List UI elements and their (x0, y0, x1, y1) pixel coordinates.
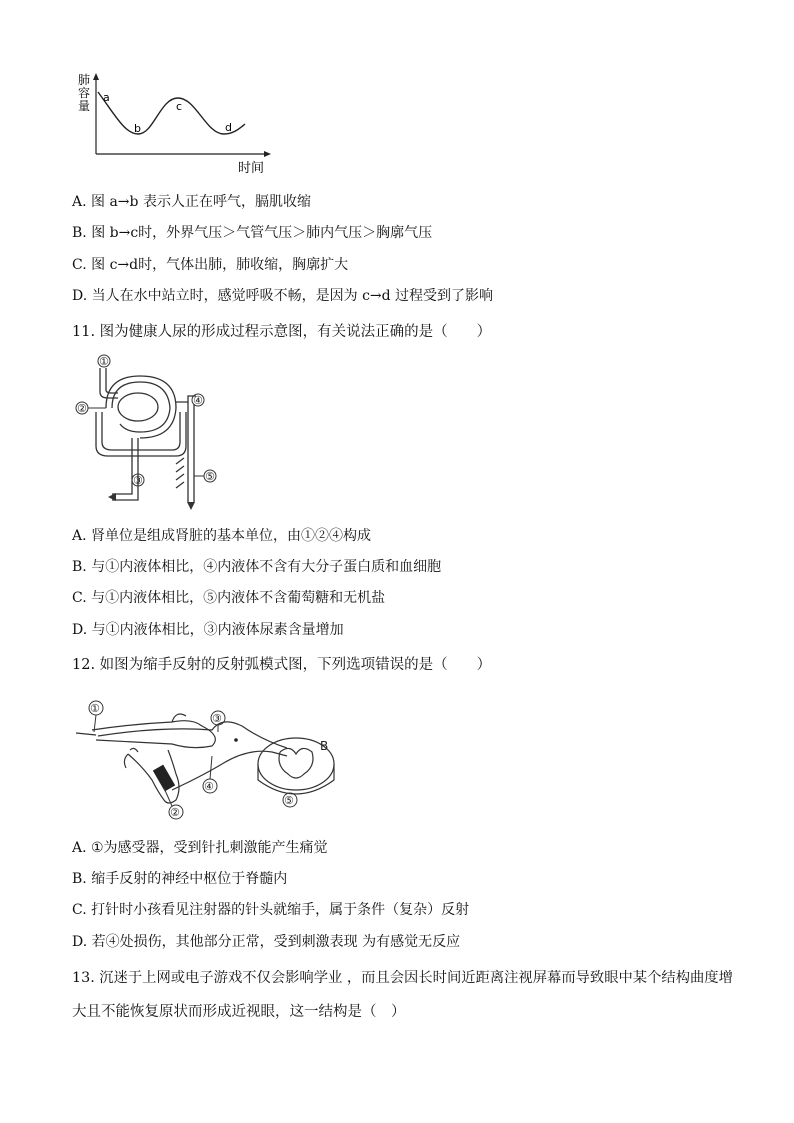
lung-volume-curve (98, 92, 245, 134)
grey-matter (279, 748, 313, 778)
label-4: ④ (193, 394, 203, 407)
lung-volume-figure (70, 70, 280, 180)
xlabel-time: 时间 (238, 161, 265, 176)
label-4: ④ (204, 780, 214, 793)
x-axis-arrow (264, 151, 271, 157)
point-d-label: d (225, 121, 232, 134)
label-2: ② (170, 806, 180, 819)
vein-vessel (112, 438, 138, 500)
q10-option-b: B. 图 b→c时，外界气压＞气管气压＞肺内气压＞胸廓气压 (72, 225, 433, 241)
nephron-figure (72, 352, 222, 514)
reflex-arc-svg (72, 696, 362, 821)
q11-option-d: D. 与①内液体相比，③内液体尿素含量增加 (72, 622, 344, 638)
label-3: ③ (212, 712, 222, 725)
ylabel-char-1: 肺 (78, 73, 91, 87)
q11-option-a: A. 肾单位是组成肾脏的基本单位，由①②④构成 (72, 528, 372, 544)
q11-option-c: C. 与①内液体相比，⑤内液体不含葡萄糖和无机盐 (72, 590, 386, 606)
label-b: B (320, 739, 329, 753)
label-5: ⑤ (284, 794, 294, 807)
label-1: ① (90, 702, 100, 715)
q11-option-b: B. 与①内液体相比，④内液体不含有大分子蛋白质和血细胞 (72, 559, 442, 575)
ylabel-char-3: 量 (78, 99, 91, 113)
q13-stem-line-1: 13. 沉迷于上网或电子游戏不仅会影响学业 ，而且会因长时间近距离注视屏幕而导致眼中某个结构曲度增 (72, 970, 733, 986)
q12-option-a: A. ①为感受器，受到针扎刺激能产生痛觉 (72, 840, 328, 856)
point-a-label: a (103, 91, 110, 104)
q10-option-d: D. 当人在水中站立时，感觉呼吸不畅，是因为 c→d 过程受到了影响 (72, 288, 494, 304)
glomerulus (118, 393, 158, 421)
label-5: ⑤ (205, 470, 215, 483)
label-2: ② (77, 402, 87, 415)
nephron-svg (72, 352, 222, 514)
motor-nerve (172, 751, 287, 790)
ylabel-char-2: 容 (78, 86, 91, 100)
q11-stem: 11. 图为健康人尿的形成过程示意图，有关说法正确的是（ ） (72, 324, 492, 340)
q12-stem: 12. 如图为缩手反射的反射弧模式图，下列选项错误的是（ ） (72, 657, 492, 673)
q12-option-b: B. 缩手反射的神经中枢位于脊髓内 (72, 871, 288, 887)
label-3: ③ (133, 474, 143, 487)
label-1: ① (99, 355, 109, 368)
q10-option-c: C. 图 c→d时，气体出肺，肺收缩，胸廓扩大 (72, 257, 349, 273)
point-c-label: c (176, 100, 183, 113)
needle (76, 733, 96, 735)
q12-option-d: D. 若④处损伤，其他部分正常，受到刺激表现 为有感觉无反应 (72, 934, 461, 950)
q10-option-a: A. 图 a→b 表示人正在呼气，膈肌收缩 (72, 194, 311, 210)
lung-volume-svg (70, 70, 280, 180)
y-axis-arrow (93, 73, 99, 80)
point-b-label: b (134, 122, 141, 135)
forearm (128, 750, 179, 803)
q12-option-c: C. 打针时小孩看见注射器的针头就缩手，属于条件（复杂）反射 (72, 902, 470, 918)
reflex-arc-figure (72, 696, 362, 821)
q13-stem-line-2: 大且不能恢复原状而形成近视眼，这一结构是（ ） (72, 1004, 406, 1020)
